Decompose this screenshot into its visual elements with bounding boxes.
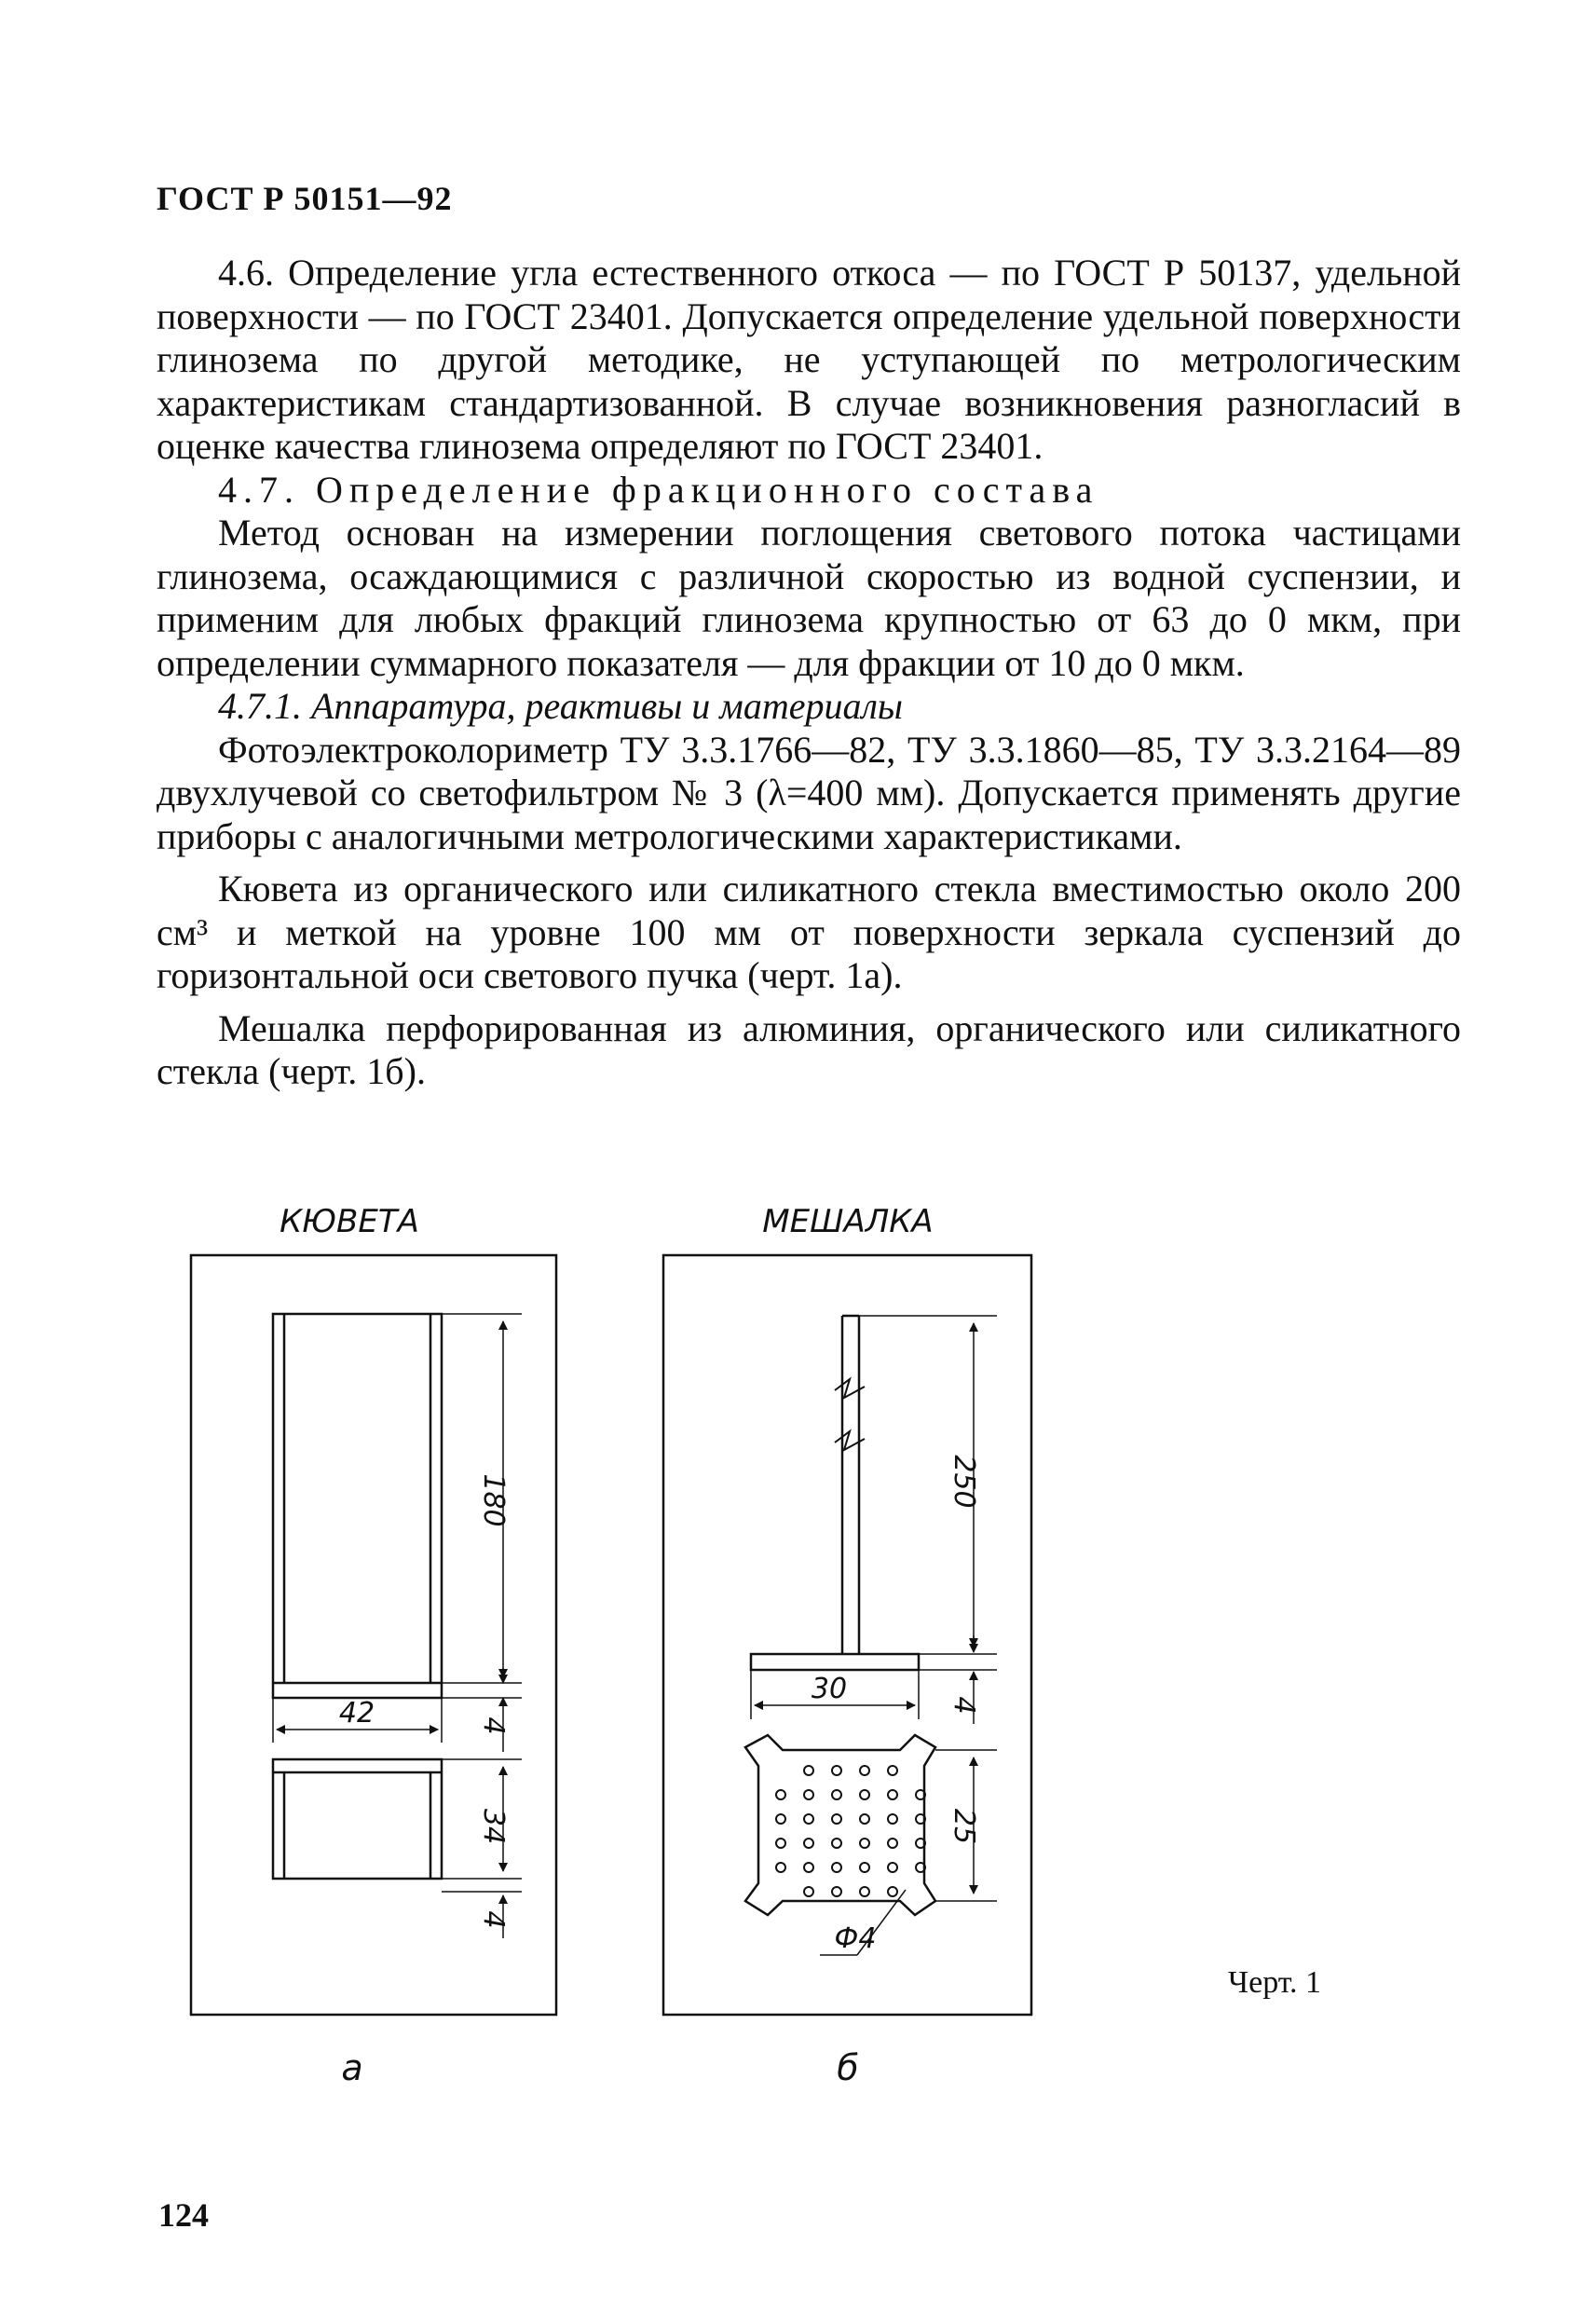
subsection-heading-4-7-1: 4.7.1. Аппаратура, реактивы и материалы	[218, 685, 903, 727]
stirrer-hole	[804, 1839, 813, 1848]
stirrer-drawing	[663, 1203, 1031, 2088]
cuvette-side-view	[273, 1314, 442, 1698]
stirrer-sublabel: б	[837, 2047, 859, 2088]
stirrer-holes	[776, 1766, 925, 1896]
stirrer-hole	[804, 1790, 813, 1799]
stirrer-plate-side	[751, 1654, 919, 1670]
stirrer-hole	[804, 1814, 813, 1824]
paragraph-4-6: 4.6. Определение угла естественного откоса — по ГОСТ Р 50137, удельной поверхности — по ГОСТ 23401. Допускается определение удельной поверхности глинозема по другой методике, не уступающей по метрологическим характеристикам стандартизованной. В случае возникновения разногласий в оценке качества глинозема определяют по ГОСТ 23401.	[157, 252, 1461, 467]
cuvette-dim-base: 4	[477, 1716, 510, 1735]
stirrer-hole	[860, 1863, 869, 1872]
stirrer-hole	[860, 1887, 869, 1896]
stirrer-hole	[888, 1839, 897, 1848]
stirrer-hole	[776, 1814, 785, 1824]
cuvette-dim-bottom-base: 4	[477, 1910, 510, 1929]
figure-caption: Черт. 1	[1228, 1965, 1322, 2000]
stirrer-hole	[832, 1839, 841, 1848]
stirrer-hole	[860, 1790, 869, 1799]
page-number: 124	[158, 2196, 209, 2234]
section-heading-4-7: 4.7. Определение фракционного состава	[218, 468, 1099, 511]
page-header: ГОСТ Р 50151—92	[157, 180, 453, 217]
cuvette-dim-width: 42	[338, 1697, 375, 1730]
stirrer-hole	[888, 1790, 897, 1799]
cuvette-dim-bottom-height: 34	[477, 1808, 510, 1845]
stirrer-hole	[776, 1863, 785, 1872]
paragraph-method: Метод основан на измерении поглощения светового потока частицами глинозема, осаждающимися с различной скоростью из водной суспензии, и применим для любых фракций глинозема крупностью от 63 до 0 мкм, при определении суммарного показателя — для фракции от 10 до 0 мкм.	[157, 512, 1461, 684]
stirrer-hole	[832, 1887, 841, 1896]
stirrer-hole	[888, 1887, 897, 1896]
stirrer-dim-width: 30	[811, 1673, 848, 1705]
stirrer-dim-hole: Ф4	[834, 1922, 877, 1955]
stirrer-hole	[804, 1863, 813, 1872]
stirrer-hole	[860, 1766, 869, 1775]
stirrer-hole	[804, 1766, 813, 1775]
stirrer-hole	[888, 1766, 897, 1775]
cuvette-frame	[191, 1255, 556, 2015]
cuvette-bottom-view	[273, 1759, 442, 1879]
paragraph-cuvette: Кювета из органического или силикатного стекла вместимостью около 200 см³ и меткой на уровне 100 мм от поверхности зеркала суспензий до горизонтальной оси светового пучка (черт. 1а).	[157, 868, 1461, 996]
stirrer-hole	[804, 1887, 813, 1896]
stirrer-title: МЕШАЛКА	[762, 1203, 934, 1240]
paragraph-stirrer: Мешалка перфорированная из алюминия, органического или силикатного стекла (черт. 1б).	[157, 1006, 1461, 1092]
cuvette-drawing	[191, 1203, 556, 2088]
cuvette-dim-height: 180	[477, 1473, 510, 1527]
stirrer-hole	[888, 1814, 897, 1824]
stirrer-hole	[860, 1814, 869, 1824]
stirrer-dim-plate: 25	[948, 1808, 980, 1845]
stirrer-hole	[832, 1863, 841, 1872]
stirrer-hole	[888, 1863, 897, 1872]
stirrer-hole	[776, 1790, 785, 1799]
stirrer-hole	[832, 1790, 841, 1799]
stirrer-hole	[832, 1814, 841, 1824]
stirrer-hole	[832, 1766, 841, 1775]
stirrer-dim-base: 4	[948, 1696, 980, 1715]
stirrer-dim-height: 250	[948, 1455, 980, 1509]
paragraph-photometer: Фотоэлектроколориметр ТУ 3.3.1766—82, ТУ 3.3.1860—85, ТУ 3.3.2164—89 двухлучевой со светофильтром № 3 (λ=400 мм). Допускается применять другие приборы с аналогичными метрологическими характеристиками.	[157, 728, 1461, 857]
cuvette-title: КЮВЕТА	[280, 1203, 419, 1240]
cuvette-sublabel: а	[341, 2047, 363, 2088]
stirrer-hole	[776, 1839, 785, 1848]
stirrer-hole	[860, 1839, 869, 1848]
